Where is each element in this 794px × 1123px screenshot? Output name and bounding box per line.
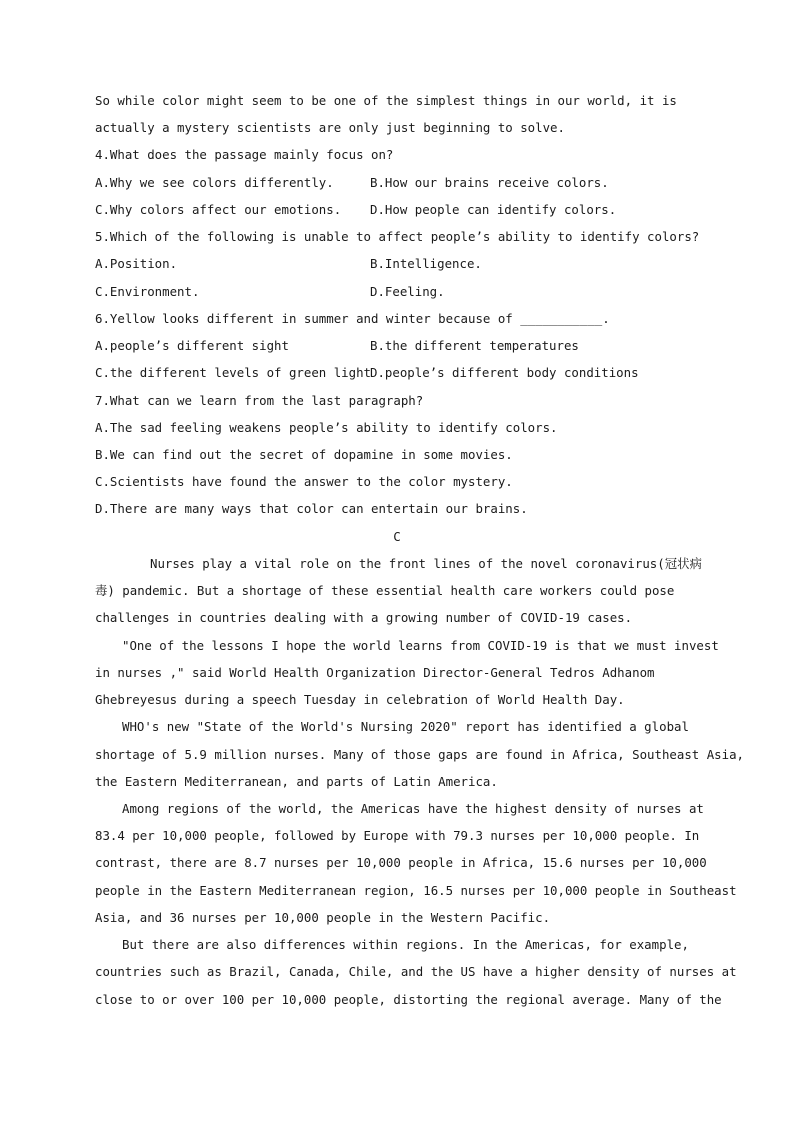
intro-line: So while color might seem to be one of the simplest things in our world, it is [95,93,677,108]
option-c: C.Environment. [95,284,200,299]
option-b: B.We can find out the secret of dopamine in some movies. [95,447,513,462]
paragraph-line: contrast, there are 8.7 nurses per 10,000 people in Africa, 15.6 nurses per 10,000 [95,855,707,870]
paragraph-line: Asia, and 36 nurses per 10,000 people in the Western Pacific. [95,910,551,925]
option-b: B.Intelligence. [370,256,482,271]
section-heading: C [393,529,401,544]
paragraph-line: But there are also differences within regions. In the Americas, for example, [122,937,689,952]
option-c: C.Scientists have found the answer to the color mystery. [95,474,513,489]
paragraph-line: close to or over 100 per 10,000 people, distorting the regional average. Many of the [95,992,722,1007]
paragraph-line: 83.4 per 10,000 people, followed by Europe with 79.3 nurses per 10,000 people. In [95,828,700,843]
paragraph-line: Ghebreyesus during a speech Tuesday in celebration of World Health Day. [95,692,625,707]
paragraph-line: in nurses ," said World Health Organization Director-General Tedros Adhanom [95,665,655,680]
paragraph-line: people in the Eastern Mediterranean region, 16.5 nurses per 10,000 people in Southeast [95,883,737,898]
paragraph-line: Among regions of the world, the Americas have the highest density of nurses at [122,801,704,816]
option-a: A.The sad feeling weakens people’s ability to identify colors. [95,420,558,435]
option-a: A.Position. [95,256,178,271]
option-d: D.How people can identify colors. [370,202,617,217]
paragraph-line: the Eastern Mediterranean, and parts of Latin America. [95,774,498,789]
question-stem: 4.What does the passage mainly focus on? [95,147,394,162]
paragraph-line: 毒) pandemic. But a shortage of these essential health care workers could pose [95,583,675,598]
option-c: C.the different levels of green light [95,365,372,380]
paragraph-line: Nurses play a vital role on the front lines of the novel coronavirus(冠状病 [150,556,702,571]
question-stem: 7.What can we learn from the last paragraph? [95,393,424,408]
paragraph-line: WHO's new "State of the World's Nursing 2020" report has identified a global [122,719,689,734]
option-d: D.There are many ways that color can entertain our brains. [95,501,528,516]
intro-line: actually a mystery scientists are only just beginning to solve. [95,120,565,135]
option-a: A.people’s different sight [95,338,289,353]
option-b: B.How our brains receive colors. [370,175,609,190]
option-a: A.Why we see colors differently. [95,175,334,190]
option-c: C.Why colors affect our emotions. [95,202,342,217]
paragraph-line: countries such as Brazil, Canada, Chile, and the US have a higher density of nurses at [95,964,737,979]
paragraph-line: challenges in countries dealing with a growing number of COVID-19 cases. [95,610,633,625]
question-stem: 6.Yellow looks different in summer and winter because of ___________. [95,311,610,326]
question-stem: 5.Which of the following is unable to affect people’s ability to identify colors? [95,229,700,244]
paragraph-line: "One of the lessons I hope the world learns from COVID-19 is that we must invest [122,638,719,653]
option-d: D.Feeling. [370,284,445,299]
option-d: D.people’s different body conditions [370,365,639,380]
option-b: B.the different temperatures [370,338,579,353]
paragraph-line: shortage of 5.9 million nurses. Many of those gaps are found in Africa, Southeast Asia, [95,747,745,762]
